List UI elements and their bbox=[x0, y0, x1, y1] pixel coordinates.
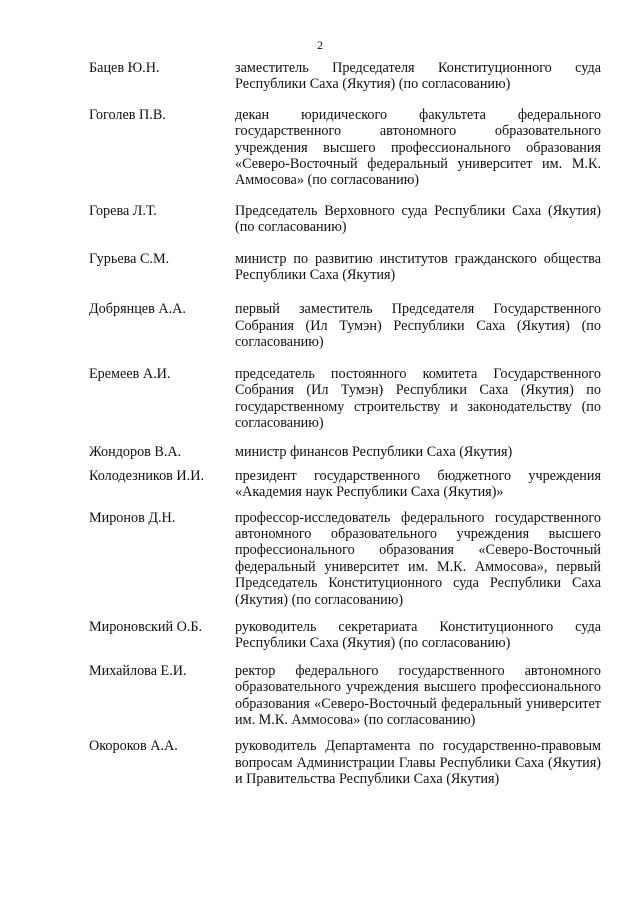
member-name: Окороков А.А. bbox=[89, 738, 178, 755]
member-name: Гурьева С.М. bbox=[89, 250, 170, 267]
member-entry bbox=[89, 203, 601, 236]
member-name: Михайлова Е.И. bbox=[89, 662, 187, 679]
member-role: Председатель Верховного суда Республики Саха (Якутия) (по согласованию) bbox=[235, 202, 601, 236]
member-entry bbox=[89, 366, 601, 432]
member-role: заместитель Председателя Конституционного суда Республики Саха (Якутия) (по согласованию) bbox=[235, 60, 601, 93]
member-entry bbox=[89, 60, 601, 93]
member-role: первый заместитель Председателя Государственного Собрания (Ил Тумэн) Республики Саха (Якутия) (по согласованию) bbox=[235, 301, 601, 351]
member-role: декан юридического факультета федерального государственного автономного образовательного учреждения высшего профессионального образования «Северо-Восточный федеральный университет им. М.К. Аммосова» (по согласованию) bbox=[235, 106, 601, 189]
page-number: 2 bbox=[317, 38, 323, 52]
member-name: Мироновский О.Б. bbox=[89, 618, 203, 635]
member-entry bbox=[89, 663, 601, 729]
member-name: Добрянцев А.А. bbox=[89, 301, 186, 318]
member-name: Колодезников И.И. bbox=[89, 467, 205, 484]
member-entry bbox=[89, 510, 601, 608]
member-entry bbox=[89, 107, 601, 189]
member-name: Горева Л.Т. bbox=[89, 202, 157, 219]
member-entry bbox=[89, 251, 601, 284]
member-name: Гоголев П.В. bbox=[89, 106, 166, 123]
member-list bbox=[89, 60, 601, 788]
member-name: Миронов Д.Н. bbox=[89, 509, 176, 526]
member-name: Бацев Ю.Н. bbox=[89, 60, 160, 76]
member-entry bbox=[89, 619, 601, 652]
member-role: министр финансов Республики Саха (Якутия) bbox=[235, 444, 513, 461]
member-entry bbox=[89, 444, 601, 460]
member-role: руководитель секретариата Конституционного суда Республики Саха (Якутия) (по согласованию) bbox=[235, 618, 601, 652]
member-role: председатель постоянного комитета Государственного Собрания (Ил Тумэн) Республики Саха (Якутия) по государственному строительству и законодательству (по согласованию) bbox=[235, 365, 601, 431]
member-entry bbox=[89, 301, 601, 350]
member-role: президент государственного бюджетного учреждения «Академия наук Республики Саха (Якутия)» bbox=[235, 467, 601, 501]
member-entry bbox=[89, 468, 601, 501]
member-name: Жондоров В.А. bbox=[89, 444, 182, 461]
member-role: профессор-исследователь федерального государственного автономного образовательного учреждения высшего профессионального образования «Северо-Восточный федеральный университет им. М.К. Аммосова», первый Председатель Конституционного суда Республики Саха (Якутия) (по согласованию) bbox=[235, 509, 601, 608]
member-entry bbox=[89, 738, 601, 787]
member-name: Еремеев А.И. bbox=[89, 365, 171, 382]
member-role: руководитель Департамента по государственно-правовым вопросам Администрации Главы Республики Саха (Якутия) и Правительства Республики Саха (Якутия) bbox=[235, 738, 601, 788]
member-role: ректор федерального государственного автономного образовательного учреждения высшего профессионального образования «Северо-Восточный федеральный университет им. М.К. Аммосова» (по согласованию) bbox=[235, 662, 601, 728]
member-role: министр по развитию институтов гражданского общества Республики Саха (Якутия) bbox=[235, 250, 601, 284]
